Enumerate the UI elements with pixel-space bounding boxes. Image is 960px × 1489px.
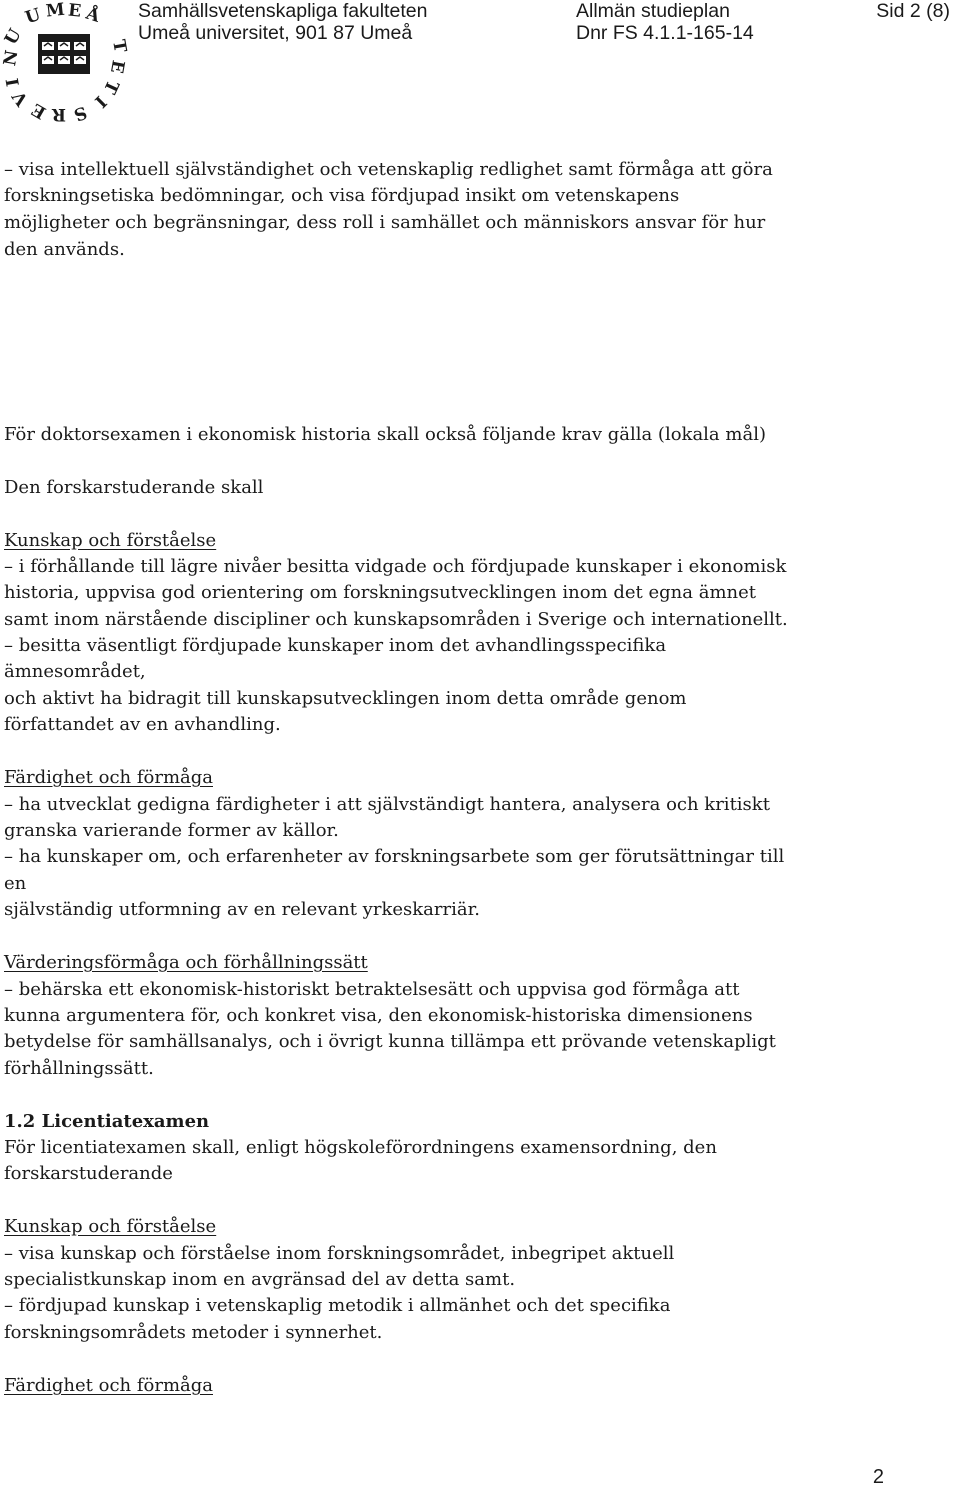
doc-knowledge-line: ämnesområdet, bbox=[4, 661, 146, 682]
lic-knowledge-line: – visa kunskap och förståelse inom forskningsområdet, inbegripet aktuell bbox=[4, 1243, 675, 1264]
lic-heading: 1.2 Licentiatexamen bbox=[4, 1111, 210, 1132]
doc-judgement-heading: Värderingsförmåga och förhållningssätt bbox=[4, 952, 368, 973]
intro-line: möjligheter och begränsningar, dess roll i samhället och människors ansvar för hur bbox=[4, 212, 766, 233]
svg-text:T: T bbox=[108, 38, 130, 55]
svg-text:U: U bbox=[22, 4, 44, 29]
doc-skill-line: självständig utformning av en relevant yrkeskarriär. bbox=[4, 899, 480, 920]
svg-text:I: I bbox=[90, 91, 111, 112]
doc-judgement-line: kunna argumentera för, och konkret visa, den ekonomisk-historiska dimensionens bbox=[4, 1005, 753, 1026]
svg-text:S: S bbox=[71, 101, 90, 125]
svg-text:V: V bbox=[8, 86, 33, 110]
svg-text:N: N bbox=[0, 48, 23, 68]
svg-text:I: I bbox=[2, 76, 24, 88]
lic-intro-line: forskarstuderande bbox=[4, 1163, 173, 1184]
svg-text:T: T bbox=[99, 76, 123, 97]
doc-knowledge-line: – i förhållande till lägre nivåer besitta vidgade och fördjupade kunskaper i ekonomisk bbox=[4, 556, 787, 577]
lic-knowledge-line: forskningsområdets metoder i synnerhet. bbox=[4, 1322, 383, 1343]
header-doc-number: Dnr FS 4.1.1-165-14 bbox=[576, 22, 754, 44]
svg-text:M: M bbox=[44, 0, 66, 22]
intro-line: forskningsetiska bedömningar, och visa fördjupad insikt om vetenskapens bbox=[4, 185, 680, 206]
doc-judgement-line: – behärska ett ekonomisk-historiskt betraktelsesätt och uppvisa god förmåga att bbox=[4, 979, 740, 1000]
doc-knowledge-line: – besitta väsentligt fördjupade kunskaper inom det avhandlingsspecifika bbox=[4, 635, 667, 656]
header-faculty-block bbox=[138, 0, 427, 44]
doc-skill-line: – ha kunskaper om, och erfarenheter av forskningsarbete som ger förutsättningar till bbox=[4, 846, 785, 867]
header-document-block bbox=[576, 0, 754, 44]
lic-knowledge-line: – fördjupad kunskap i vetenskaplig metodik i allmänhet och det specifika bbox=[4, 1295, 671, 1316]
intro-line: – visa intellektuell självständighet och vetenskaplig redlighet samt förmåga att göra bbox=[4, 159, 773, 180]
doc-knowledge-heading: Kunskap och förståelse bbox=[4, 530, 217, 551]
header-doc-title: Allmän studieplan bbox=[576, 0, 730, 22]
doctoral-heading: För doktorsexamen i ekonomisk historia skall också följande krav gälla (lokala mål) bbox=[4, 424, 766, 445]
lic-skill-heading: Färdighet och förmåga bbox=[4, 1375, 213, 1396]
svg-text:E: E bbox=[28, 98, 50, 123]
doc-knowledge-line: samt inom närstående discipliner och kunskapsområden i Sverige och internationellt. bbox=[4, 609, 788, 630]
intro-line: den används. bbox=[4, 239, 125, 260]
header-address: Umeå universitet, 901 87 Umeå bbox=[138, 22, 413, 44]
header-faculty: Samhällsvetenskapliga fakulteten bbox=[138, 0, 428, 22]
doc-knowledge-line: författandet av en avhandling. bbox=[4, 714, 281, 735]
svg-text:Å: Å bbox=[83, 3, 103, 27]
doc-judgement-line: förhållningssätt. bbox=[4, 1058, 154, 1079]
doc-skill-line: en bbox=[4, 873, 27, 894]
svg-text:U: U bbox=[0, 25, 26, 49]
doc-skill-heading: Färdighet och förmåga bbox=[4, 767, 213, 788]
lic-intro-line: För licentiatexamen skall, enligt högskoleförordningens examensordning, den bbox=[4, 1137, 717, 1158]
doc-knowledge-line: och aktivt ha bidragit till kunskapsutvecklingen inom detta område genom bbox=[4, 688, 687, 709]
svg-text:E: E bbox=[67, 0, 83, 22]
umea-university-logo bbox=[0, 0, 130, 125]
footer-page-number: 2 bbox=[872, 1466, 884, 1488]
lic-knowledge-line: specialistkunskap inom en avgränsad del av detta samt. bbox=[4, 1269, 516, 1290]
lic-knowledge-heading: Kunskap och förståelse bbox=[4, 1216, 217, 1237]
svg-text:R: R bbox=[51, 104, 66, 124]
doc-skill-line: – ha utvecklat gedigna färdigheter i att självständigt hantera, analysera och kritiskt bbox=[4, 794, 770, 815]
doc-knowledge-line: historia, uppvisa god orientering om forskningsutvecklingen inom det egna ämnet bbox=[4, 582, 756, 603]
doc-judgement-line: betydelse för samhällsanalys, och i övrigt kunna tillämpa ett prövande vetenskapligt bbox=[4, 1031, 776, 1052]
doc-skill-line: granska varierande former av källor. bbox=[4, 820, 339, 841]
header-page-indicator: Sid 2 (8) bbox=[876, 0, 950, 22]
svg-text:E: E bbox=[105, 58, 128, 75]
student-line: Den forskarstuderande skall bbox=[4, 477, 264, 498]
